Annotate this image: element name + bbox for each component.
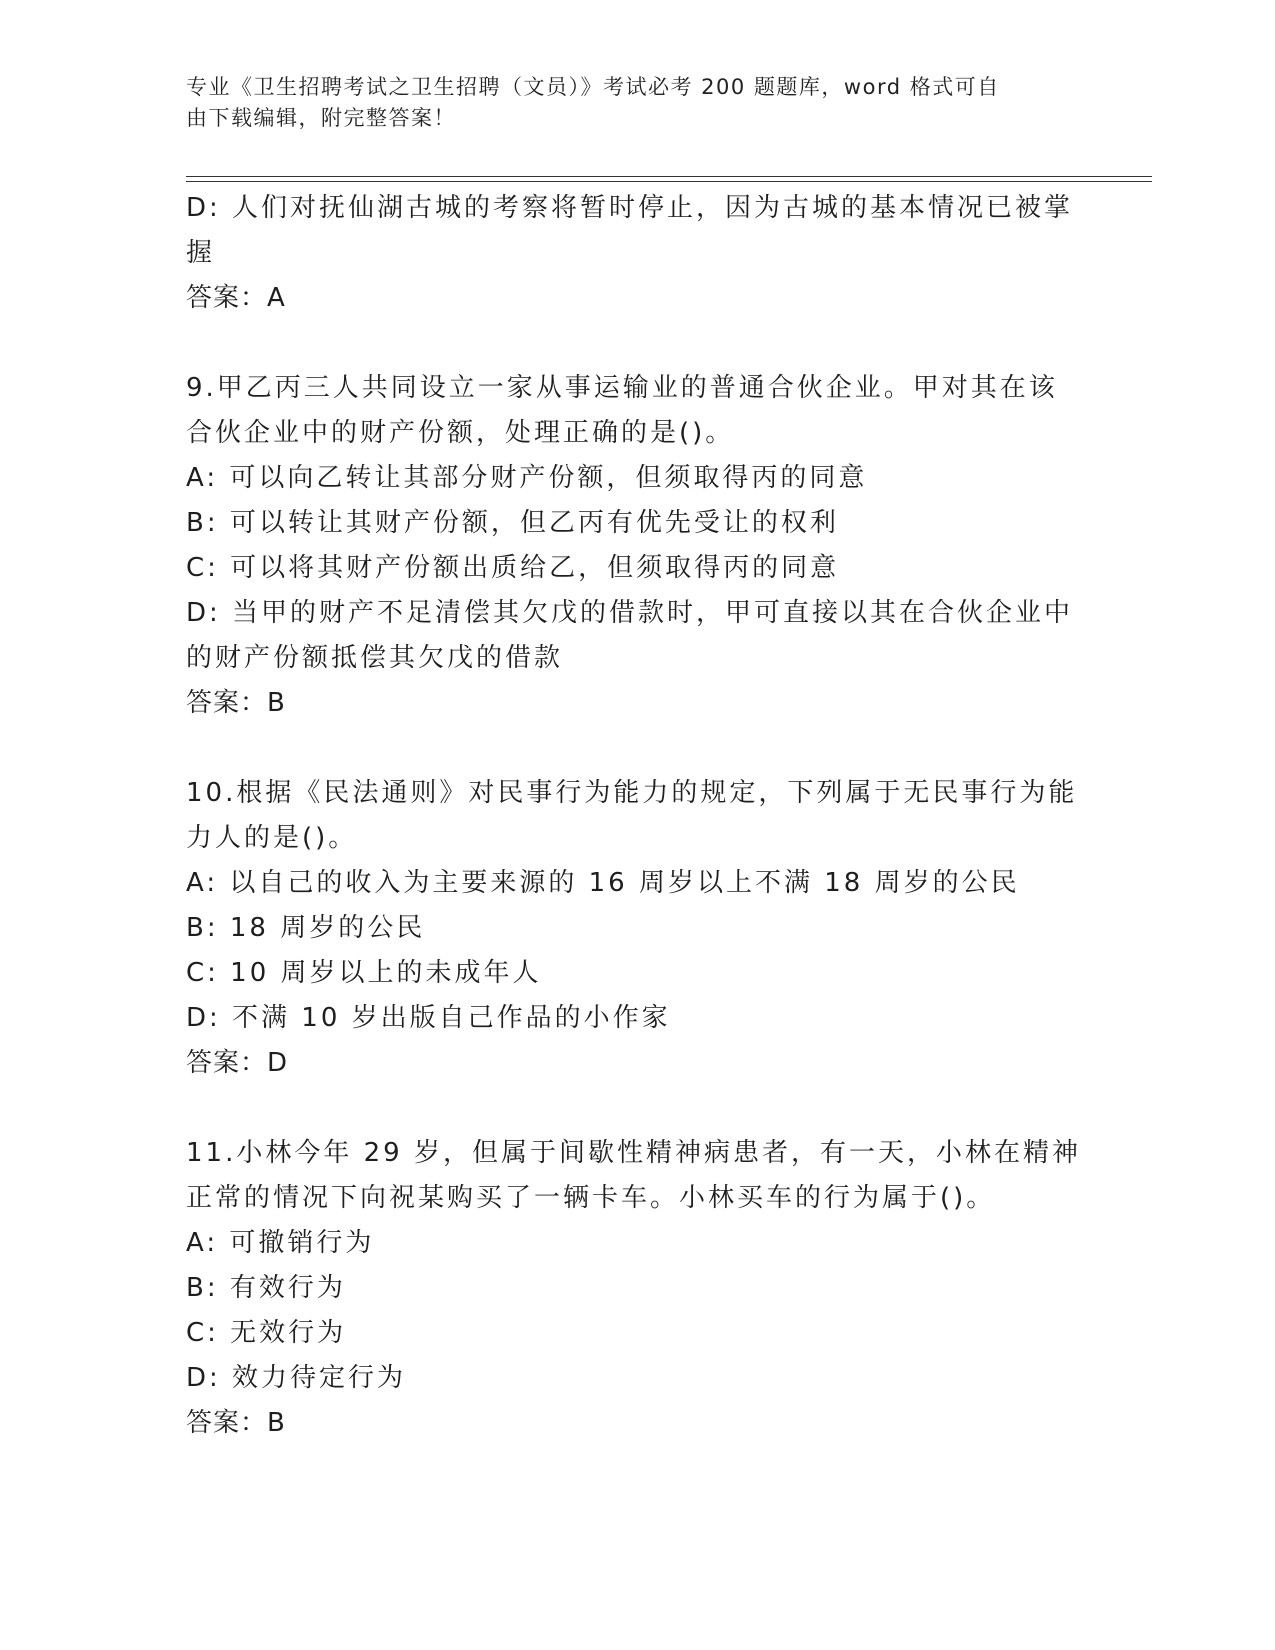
question-list bbox=[186, 186, 1086, 1446]
header-line-1: 专业《卫生招聘考试之卫生招聘（文员）》考试必考 200 题题库，word 格式可自 bbox=[186, 75, 1000, 99]
option-d: D: 当甲的财产不足清偿其欠戊的借款时，甲可直接以其在合伙企业中 bbox=[186, 598, 1074, 628]
option-c: C: 可以将其财产份额出质给乙，但须取得丙的同意 bbox=[186, 553, 840, 583]
block-spacer bbox=[186, 321, 1086, 366]
header-divider-bottom bbox=[186, 181, 1152, 182]
question-text: 10.根据《民法通则》对民事行为能力的规定，下列属于无民事行为能 bbox=[186, 778, 1078, 808]
option-a: A: 可以向乙转让其部分财产份额，但须取得丙的同意 bbox=[186, 463, 868, 493]
question-text: 力人的是()。 bbox=[186, 823, 358, 853]
question-text: 正常的情况下向祝某购买了一辆卡车。小林买车的行为属于()。 bbox=[186, 1183, 996, 1213]
question-block-11 bbox=[186, 1131, 1086, 1446]
option-a: A: 可撤销行为 bbox=[186, 1228, 375, 1258]
block-spacer bbox=[186, 1086, 1086, 1131]
answer-text: 答案：A bbox=[186, 283, 286, 313]
answer-text: 答案：B bbox=[186, 1408, 286, 1438]
question-block-10 bbox=[186, 771, 1086, 1086]
option-a: A: 以自己的收入为主要来源的 16 周岁以上不满 18 周岁的公民 bbox=[186, 868, 1020, 898]
question-text: 9.甲乙丙三人共同设立一家从事运输业的普通合伙企业。甲对其在该 bbox=[186, 373, 1058, 403]
option-text: D: 人们对抚仙湖古城的考察将暂时停止，因为古城的基本情况已被掌 bbox=[186, 193, 1074, 223]
option-d: 的财产份额抵偿其欠戊的借款 bbox=[186, 643, 564, 673]
option-b: B: 18 周岁的公民 bbox=[186, 913, 426, 943]
option-c: C: 10 周岁以上的未成年人 bbox=[186, 958, 542, 988]
option-c: C: 无效行为 bbox=[186, 1318, 347, 1348]
question-block-9 bbox=[186, 366, 1086, 726]
document-header bbox=[186, 72, 1066, 134]
question-block-8 bbox=[186, 186, 1086, 321]
answer-text: 答案：D bbox=[186, 1048, 289, 1078]
question-text: 合伙企业中的财产份额，处理正确的是()。 bbox=[186, 418, 735, 448]
option-d: D: 不满 10 岁出版自己作品的小作家 bbox=[186, 1003, 671, 1033]
header-line-2: 由下载编辑，附完整答案！ bbox=[186, 106, 456, 130]
option-text: 握 bbox=[186, 238, 216, 268]
option-b: B: 可以转让其财产份额，但乙丙有优先受让的权利 bbox=[186, 508, 839, 538]
question-text: 11.小林今年 29 岁，但属于间歇性精神病患者，有一天，小林在精神 bbox=[186, 1138, 1081, 1168]
header-divider-top bbox=[186, 176, 1152, 177]
option-d: D: 效力待定行为 bbox=[186, 1363, 407, 1393]
answer-text: 答案：B bbox=[186, 688, 286, 718]
option-b: B: 有效行为 bbox=[186, 1273, 346, 1303]
block-spacer bbox=[186, 726, 1086, 771]
